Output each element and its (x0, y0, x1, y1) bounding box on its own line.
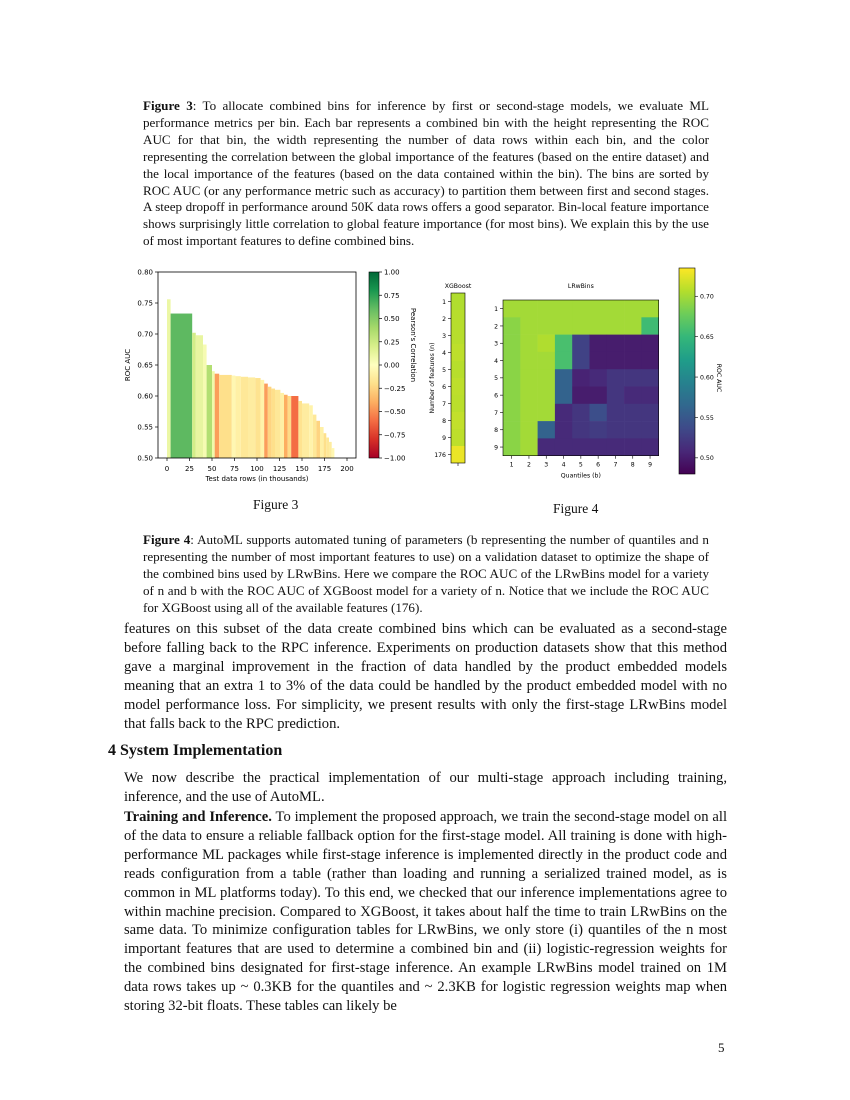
y-tick-label: 5 (442, 366, 446, 374)
y-tick-label: 3 (442, 332, 446, 340)
heatmap-cell (555, 369, 573, 387)
y-tick-label: 0.75 (137, 299, 153, 308)
heatmap-cell (624, 300, 642, 318)
xgboost-cell (451, 344, 465, 361)
heatmap-cell (590, 300, 608, 318)
bar (316, 421, 320, 458)
paragraph-text: To implement the proposed approach, we train the second-stage model on all of the data to ensure a reliable fallback option for the first-stage model. All training is done with high-performance ML packages while first-stage inference is implemented directly in the product code and reads configuration from a table (rather than loading and running a serialized trained model, as is common in ML platforms today). To this end, we checked that our inference implementations agree to within machine precision. Compared to XGBoost, it takes about half the time to train LRwBins on the same data. To minimize configuration tables for LRwBins, we only store (i) quantiles of the n most important features that are used to determine a combined bin and (ii) logistic-regression weights for the combined bins designated for first-stage inference. An example LRwBins model trained on 1M data rows takes up ~ 0.3KB for the quantiles and ~ 2.3KB for logistic regression weights map when storing 32-bit floats. These tables can likely be (124, 809, 728, 1015)
heatmap-cell (503, 300, 521, 318)
x-tick-label: 125 (272, 465, 287, 473)
heatmap-cell (555, 387, 573, 405)
heatmap-cell (590, 352, 608, 370)
heatmap-cell (641, 404, 659, 422)
x-tick-label: 2 (526, 461, 531, 469)
heatmap-cell (624, 369, 642, 387)
bar (248, 377, 255, 458)
heatmap-cell (538, 404, 556, 422)
x-tick-label: 1 (509, 461, 514, 469)
heatmap-cell (538, 335, 556, 353)
xgboost-cell (451, 395, 465, 412)
heatmap-cell (624, 438, 642, 456)
figure-3-bar-chart (115, 258, 415, 490)
bar (268, 387, 272, 458)
x-tick-label: 200 (340, 465, 354, 473)
bar (326, 438, 329, 458)
heatmap-cell (590, 387, 608, 405)
heatmap-cell (520, 352, 538, 370)
y-tick-label: 5 (494, 375, 498, 383)
bar (255, 378, 260, 458)
heatmap-cell (503, 369, 521, 387)
page-number: 5 (718, 1040, 725, 1055)
heatmap-cell (503, 438, 521, 456)
heatmap-cell (555, 352, 573, 370)
heatmap-cell (590, 438, 608, 456)
heatmap-cell (538, 387, 556, 405)
heatmap-cell (607, 438, 625, 456)
bar (324, 433, 327, 458)
heatmap-cell (520, 369, 538, 387)
bar (212, 371, 215, 458)
y-tick-label: 8 (442, 417, 446, 425)
heatmap-cell (641, 438, 659, 456)
y-tick-label: 4 (442, 349, 446, 357)
bar (235, 376, 240, 458)
colorbar-tick-label: −1.00 (384, 454, 406, 463)
heatmap-cell (624, 335, 642, 353)
figure-4-caption-label: Figure 4 (143, 532, 191, 547)
figure-3-label: Figure 3 (253, 497, 299, 512)
colorbar-tick-label: 0.60 (700, 374, 714, 382)
heatmap-cell (520, 404, 538, 422)
colorbar-label: Pearson's Correlation (409, 307, 417, 383)
heatmap-cell (607, 369, 625, 387)
colorbar-tick-label: 0.75 (384, 291, 400, 300)
heatmap-cell (607, 404, 625, 422)
heatmap-cell (555, 300, 573, 318)
heatmap-cell (555, 404, 573, 422)
body-paragraph: features on this subset of the data create combined bins which can be evaluated as a second-stage before falling back to the RPC inference. Experiments on production datasets show that this method gave a marginal improvement in the fraction of data handled by the product embedded models meaning that an extra 1 to 3% of the data could be handled by the product embedded model with no model performance loss. For simplicity, we present results with only the first-stage LRwBins model that falls back to the RPC prediction. (124, 621, 727, 732)
xgboost-cell (451, 327, 465, 344)
heatmap-cell (590, 335, 608, 353)
y-tick-label: 3 (494, 340, 498, 348)
heatmap-cell (538, 352, 556, 370)
y-axis-label: ROC AUC (124, 348, 132, 382)
colorbar-tick-label: 0.65 (700, 333, 714, 341)
bar (298, 401, 302, 458)
x-tick-label: 75 (230, 465, 239, 473)
bar (284, 395, 288, 458)
heatmap-cell (590, 317, 608, 335)
colorbar-tick-label: 0.00 (384, 361, 400, 370)
bar (302, 403, 309, 458)
figure-3-caption-text: : To allocate combined bins for inference by first or second-stage models, we evaluate ML performance metrics per bin. Each bar represents a combined bin with the height representing the ROC AUC for that bin, the width representing the number of data rows within each bin, and the color representing the correlation between the global importance of the features (based on the entire dataset) and the local importance of the features (based on the data contained within the bin). The bins are sorted by ROC AUC (or any performance metric such as accuracy) to partition them between first and second stages. A steep dropoff in performance around 50K data rows offers a good separator. Bin-local feature importance shows surprisingly little correlation to global feature importance (for most bins). We explain this by the use of most important features to define combined bins. (143, 98, 709, 249)
heatmap-cell (624, 317, 642, 335)
x-tick-label: 9 (648, 461, 653, 469)
bar (264, 384, 268, 458)
xgboost-cell (451, 361, 465, 378)
x-axis-label: Quantiles (b) (560, 472, 601, 480)
heatmap-cell (503, 387, 521, 405)
heatmap-cell (641, 369, 659, 387)
x-tick-label: 7 (613, 461, 618, 469)
heatmap-cell (572, 369, 590, 387)
xgboost-cell (451, 429, 465, 446)
figure-4-caption-text: : AutoML supports automated tuning of parameters (b representing the number of quantiles and n representing the number of most important features to use) on a validation dataset to optimize the shape of the combined bins used by LRwBins. Here we compare the ROC AUC of the LRwBins model for a variety of n and b with the ROC AUC of XGBoost model for a variety of n. Notice that we include the ROC AUC for XGBoost using all of the available features (176). (143, 532, 709, 615)
x-tick-label: 8 (630, 461, 635, 469)
figure-4-caption (143, 532, 709, 617)
bar (196, 335, 203, 458)
heatmap-cell (641, 421, 659, 439)
lrwbins-title: LRwBins (567, 283, 594, 290)
bar (320, 427, 324, 458)
heatmap-cell (572, 404, 590, 422)
figure-4-label: Figure 4 (553, 501, 599, 516)
y-tick-label: 6 (442, 383, 446, 391)
heatmap-cell (555, 421, 573, 439)
heatmap-cell (520, 317, 538, 335)
x-tick-label: 4 (561, 461, 566, 469)
bar (241, 377, 248, 458)
heatmap-cell (572, 438, 590, 456)
bar (171, 314, 193, 458)
heatmap-cell (503, 352, 521, 370)
heatmap-cell (538, 421, 556, 439)
y-tick-label: 1 (442, 298, 446, 306)
heatmap-cell (503, 421, 521, 439)
heatmap-cell (503, 404, 521, 422)
y-tick-label: 0.65 (137, 361, 153, 370)
x-tick-label: 25 (185, 465, 194, 473)
paragraph-lead: Training and Inference. (124, 809, 272, 825)
y-tick-label: 8 (494, 427, 498, 435)
bar (232, 376, 236, 458)
heatmap-cell (572, 300, 590, 318)
colorbar-tick-label: 0.25 (384, 338, 400, 347)
bar (332, 448, 335, 458)
heatmap-cell (641, 352, 659, 370)
heatmap-cell (538, 300, 556, 318)
y-tick-label: 7 (494, 409, 498, 417)
colorbar-tick-label: 0.70 (700, 293, 714, 301)
x-tick-label: 150 (295, 465, 309, 473)
colorbar-label: ROC AUC (715, 363, 722, 393)
heatmap-cell (520, 335, 538, 353)
heatmap-cell (607, 387, 625, 405)
y-tick-label: 9 (442, 434, 446, 442)
y-tick-label: 2 (442, 315, 446, 323)
heatmap-cell (624, 404, 642, 422)
figure-3-caption-label: Figure 3 (143, 98, 193, 113)
bar (271, 389, 275, 458)
heatmap-cell (555, 335, 573, 353)
heatmap-cell (538, 369, 556, 387)
heatmap-cell (624, 387, 642, 405)
heatmap-cell (572, 352, 590, 370)
y-tick-label: 6 (494, 392, 498, 400)
y-tick-label: 0.70 (137, 330, 153, 339)
y-tick-label: 0.55 (137, 423, 153, 432)
colorbar (369, 272, 379, 458)
x-axis-label: Test data rows (in thousands) (205, 475, 309, 483)
section-heading: 4 System Implementation (108, 742, 283, 759)
x-tick-label: 100 (250, 465, 264, 473)
heatmap-cell (590, 421, 608, 439)
bar (192, 333, 196, 458)
colorbar-tick-label: −0.75 (384, 431, 406, 440)
colorbar-tick-label: 0.55 (700, 414, 714, 422)
heatmap-cell (503, 335, 521, 353)
colorbar-tick-label: −0.50 (384, 408, 406, 416)
colorbar-tick-label: 1.00 (384, 268, 400, 277)
y-tick-label: 4 (494, 357, 498, 365)
y-tick-label: 1 (494, 305, 498, 313)
xgboost-cell (451, 412, 465, 429)
y-tick-label: 0.80 (137, 268, 153, 277)
figure-3-caption (143, 98, 709, 250)
heatmap-cell (641, 300, 659, 318)
bar (203, 345, 207, 458)
heatmap-cell (538, 438, 556, 456)
heatmap-cell (572, 387, 590, 405)
heatmap-cell (572, 335, 590, 353)
heatmap-cell (607, 352, 625, 370)
heatmap-cell (520, 438, 538, 456)
bar (291, 396, 298, 458)
heatmap-cell (641, 335, 659, 353)
y-tick-label: 176 (434, 451, 446, 459)
y-axis-label: Number of features (n) (429, 342, 436, 414)
bar (219, 375, 232, 458)
heatmap-cell (555, 438, 573, 456)
heatmap-cell (624, 352, 642, 370)
xgboost-cell (451, 310, 465, 327)
y-tick-label: 2 (494, 323, 498, 331)
heatmap-cell (590, 404, 608, 422)
heatmap-cell (520, 421, 538, 439)
body-paragraph (124, 808, 727, 1016)
bar (288, 396, 292, 458)
heatmap-cell (503, 317, 521, 335)
colorbar-tick-label: −0.25 (384, 384, 406, 393)
xgboost-cell (451, 293, 465, 310)
x-tick-label: 175 (317, 465, 332, 473)
figure-4-heatmap (420, 258, 720, 490)
bar (275, 390, 280, 458)
heatmap-cell (607, 300, 625, 318)
xgboost-cell (451, 446, 465, 463)
bar (313, 415, 317, 458)
heatmap-cell (624, 421, 642, 439)
bar (215, 374, 220, 458)
heatmap-cell (641, 317, 659, 335)
heatmap-cell (572, 317, 590, 335)
body-paragraph: We now describe the practical implementation of our multi-stage approach including training, inference, and the use of AutoML. (124, 770, 727, 805)
x-tick-label: 6 (596, 461, 601, 469)
y-tick-label: 0.50 (137, 454, 153, 463)
y-tick-label: 9 (494, 444, 498, 452)
heatmap-cell (520, 387, 538, 405)
heatmap-cell (607, 335, 625, 353)
x-tick-label: 50 (207, 465, 217, 473)
bar (280, 393, 284, 458)
heatmap-cell (538, 317, 556, 335)
heatmap-cell (607, 421, 625, 439)
x-tick-label: 0 (164, 465, 170, 473)
xgboost-cell (451, 378, 465, 395)
heatmap-cell (590, 369, 608, 387)
x-tick-label: 5 (578, 461, 583, 469)
colorbar-tick-label: 0.50 (384, 315, 400, 323)
xgboost-title: XGBoost (444, 283, 472, 290)
bar (167, 299, 171, 458)
heatmap-cell (555, 317, 573, 335)
heatmap-cell (520, 300, 538, 318)
x-tick-label: 3 (544, 461, 549, 469)
bar (309, 405, 313, 458)
bar (207, 365, 212, 458)
heatmap-cell (572, 421, 590, 439)
bar (261, 380, 265, 458)
heatmap-cell (641, 387, 659, 405)
colorbar-tick-label: 0.50 (700, 455, 714, 463)
bar (329, 442, 332, 458)
heatmap-cell (607, 317, 625, 335)
y-tick-label: 0.60 (137, 392, 153, 401)
colorbar (679, 268, 695, 474)
y-tick-label: 7 (442, 400, 446, 408)
